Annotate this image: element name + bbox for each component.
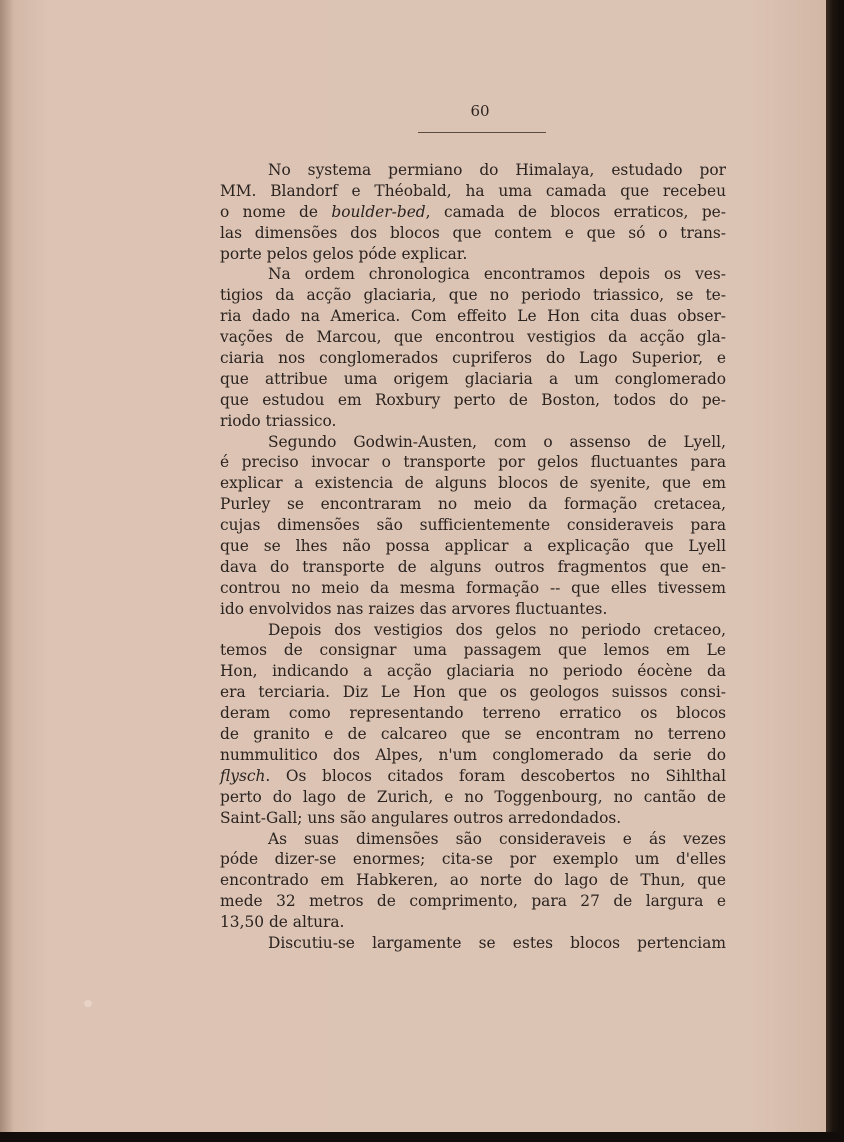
text-line: No systema permiano do Himalaya, estudado por [268, 161, 726, 179]
text-line: nummulitico dos Alpes, n'um conglomerado da serie do [220, 745, 726, 764]
text-line: controu no meio da mesma formação -- que elles tivessem [220, 578, 726, 597]
text-line: MM. Blandorf e Théobald, ha uma camada que recebeu [220, 181, 726, 200]
text-line: Na ordem chronologica encontramos depois os ves- [268, 265, 726, 284]
body-text [220, 160, 726, 954]
text-line: Discutiu-se largamente se estes blocos pertenciam [268, 933, 726, 952]
text-line: Depois dos vestigios dos gelos no periodo cretaceo, [268, 620, 726, 639]
text-line: porte pelos gelos póde explicar. [220, 244, 468, 263]
text-line: Hon, indicando a acção glaciaria no periodo éocène da [220, 662, 726, 681]
page-edge-right [826, 0, 844, 1142]
text-line: póde dizer-se enormes; cita-se por exemplo um d'elles [220, 850, 726, 869]
text-line [220, 202, 726, 223]
text-line: ciaria nos conglomerados cupriferos do Lago Superior, e [220, 349, 726, 368]
text-line: perto do lago de Zurich, e no Toggenbourg, no cantão de [220, 787, 726, 806]
text-line: que se lhes não possa applicar a explicação que Lyell [220, 537, 726, 556]
text-line: mede 32 metros de comprimento, para 27 de largura e [220, 892, 726, 911]
gutter-shadow [0, 0, 14, 1134]
text-line: que estudou em Roxbury perto de Boston, todos do pe- [220, 390, 726, 409]
text-line [220, 766, 726, 787]
text-segment: , camada de blocos erraticos, pe- [425, 202, 726, 221]
text-line: que attribue uma origem glaciaria a um conglomerado [220, 369, 726, 388]
text-line: las dimensões dos blocos que contem e que só o trans- [220, 223, 726, 242]
page-number: 60 [470, 102, 490, 120]
text-line: dava do transporte de alguns outros fragmentos que en- [220, 557, 726, 576]
text-line: cujas dimensões são sufficientemente consideraveis para [220, 516, 726, 535]
text-line: deram como representando terreno erratico os blocos [220, 704, 726, 723]
text-line: ido envolvidos nas raizes das arvores fluctuantes. [220, 599, 608, 618]
text-line: Purley se encontraram no meio da formação cretacea, [220, 495, 726, 514]
text-line: é preciso invocar o transporte por gelos fluctuantes para [220, 453, 726, 472]
text-line: ria dado na America. Com effeito Le Hon cita duas obser- [220, 307, 726, 326]
italic-term: flysch [220, 766, 266, 785]
text-line: era terciaria. Diz Le Hon que os geologos suissos consi- [220, 683, 726, 702]
text-segment: o nome de [220, 202, 332, 221]
text-line: Segundo Godwin-Austen, com o assenso de Lyell, [268, 432, 726, 451]
page-edge-bottom [0, 1132, 844, 1142]
text-line: tigios da acção glaciaria, que no periodo triassico, se te- [220, 286, 726, 305]
text-line: Saint-Gall; uns são angulares outros arredondados. [220, 808, 622, 827]
text-line: 13,50 de altura. [220, 913, 345, 932]
text-line: explicar a existencia de alguns blocos de syenite, que em [220, 474, 726, 493]
text-line: temos de consignar uma passagem que lemos em Le [220, 641, 726, 660]
text-line: encontrado em Habkeren, ao norte do lago de Thun, que [220, 871, 726, 890]
text-line: vações de Marcou, que encontrou vestigios da acção gla- [220, 328, 726, 347]
paper-spot [84, 1000, 92, 1007]
text-segment: . Os blocos citados foram descobertos no Sihlthal [265, 766, 726, 785]
italic-term: boulder-bed [331, 202, 426, 221]
text-line: de granito e de calcareo que se encontram no terreno [220, 725, 726, 744]
text-line: As suas dimensões são consideraveis e ás vezes [268, 829, 726, 848]
text-line: riodo triassico. [220, 411, 337, 430]
header-rule [418, 132, 546, 133]
